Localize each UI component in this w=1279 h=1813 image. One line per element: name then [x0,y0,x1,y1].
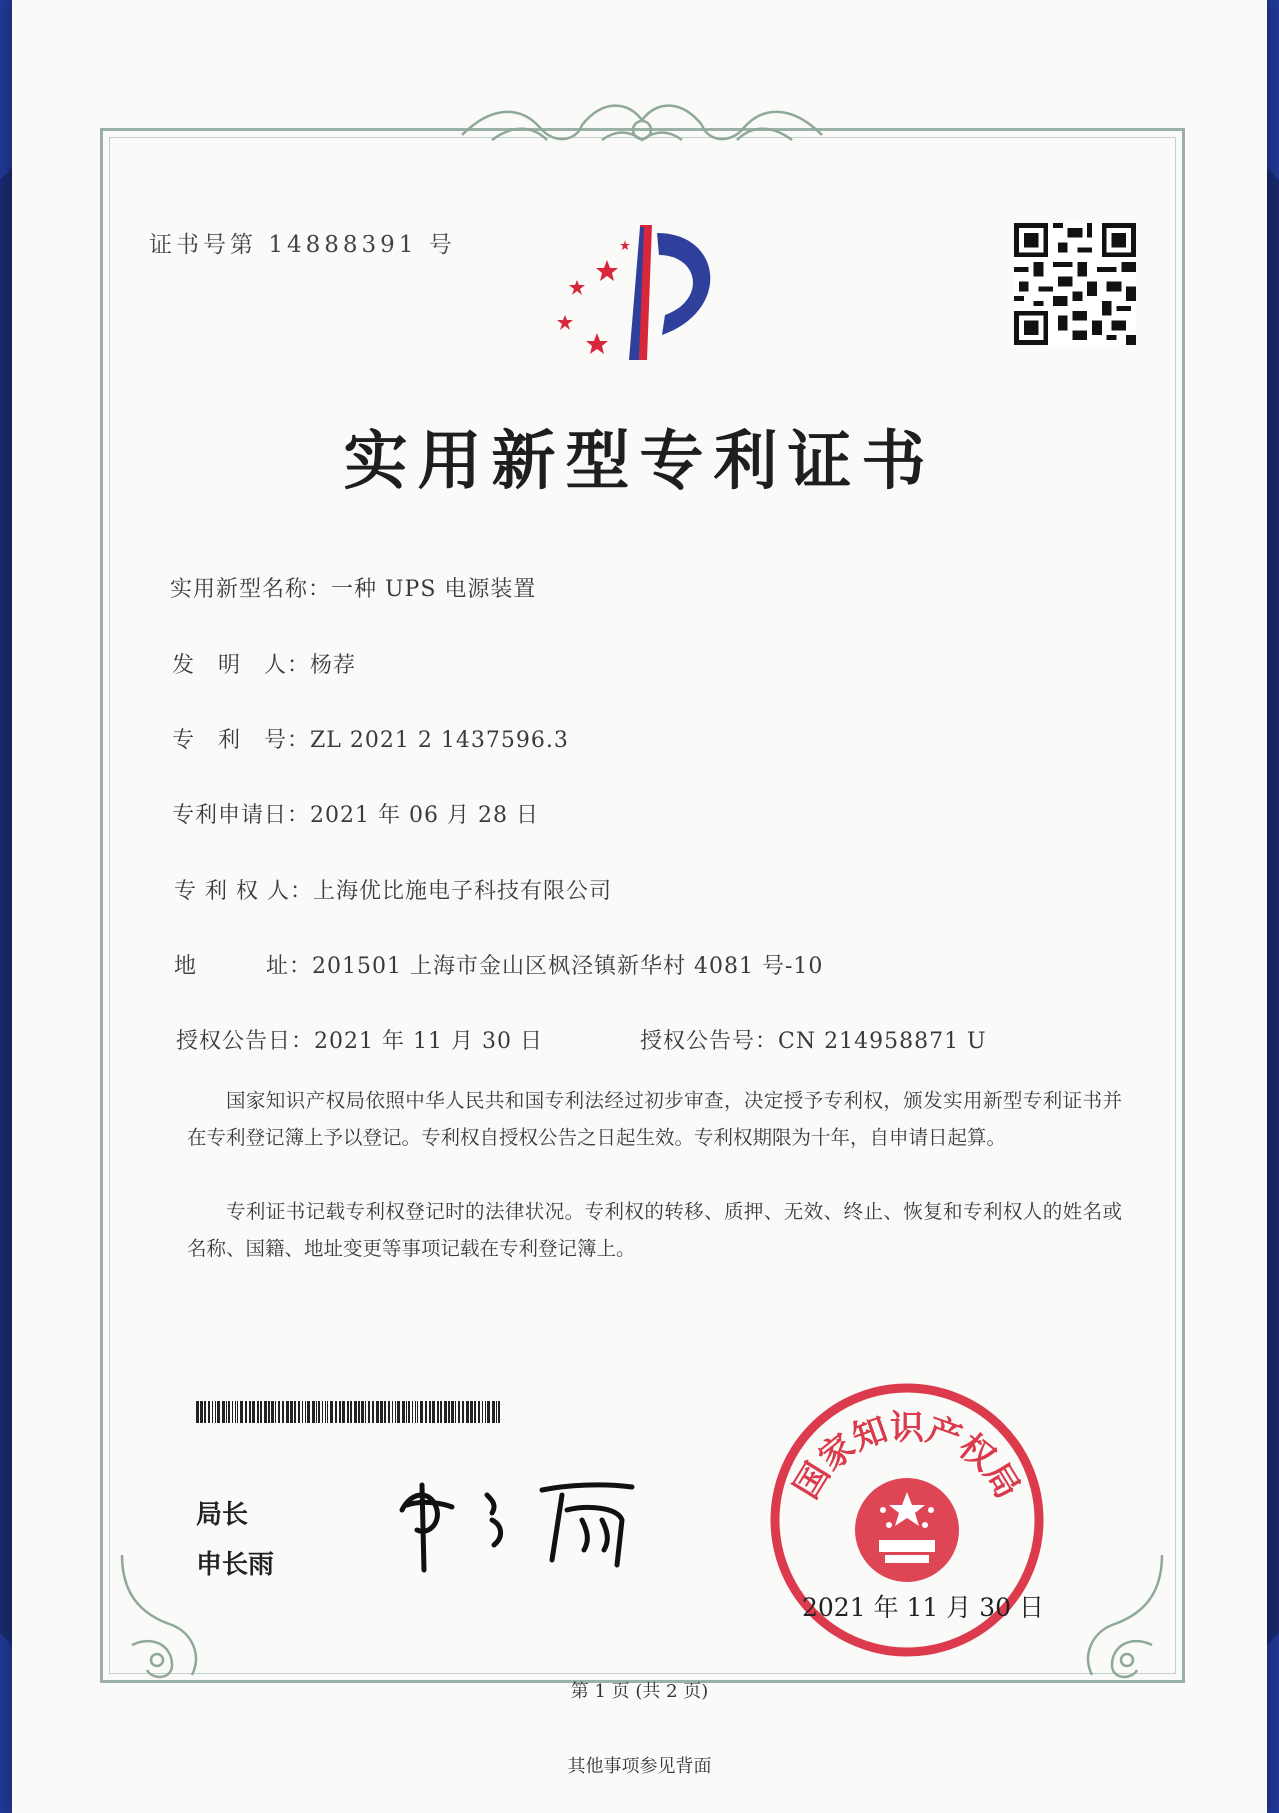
field-label: 专 利 权 人： [174,879,313,904]
certificate-number [149,226,456,259]
certificate-paper [12,0,1267,1813]
director-signature [392,1465,672,1575]
seal-text: 国家知识产权局 [786,1407,1028,1506]
certificate-number-suffix: 号 [428,232,456,258]
field-application-date [172,798,539,829]
field-label: 专利申请日： [172,803,311,828]
barcode-icon [196,1401,506,1423]
field-label: 授权公告号： [640,1029,779,1054]
field-value: 上海优比施电子科技有限公司 [312,879,612,904]
page-info: 第 1 页 (共 2 页) [570,1681,709,1702]
seal-date: 2021 年 11 月 30 日 [802,1593,1044,1622]
field-label: 授权公告日： [176,1029,315,1054]
field-inventor [172,648,356,679]
field-label: 地 址： [174,954,313,979]
corner-ornament-left-icon [112,1545,222,1685]
top-ornament-icon [452,95,832,155]
field-patentee [174,874,612,905]
certificate-title: 实用新型专利证书 [343,424,936,499]
paragraph-legal-status: 专利证书记载专利权登记时的法律状况。专利权的转移、质押、无效、终止、恢复和专利权人的姓名或名称、国籍、地址变更等事项记载在专利登记簿上。 [187,1200,1122,1260]
field-value: 一种 UPS 电源装置 [331,577,537,602]
certificate-number-value: 14888391 [268,232,418,258]
field-value: 2021 年 06 月 28 日 [310,803,539,828]
field-value: 2021 年 11 月 30 日 [314,1029,543,1054]
paragraph-grant-statement: 国家知识产权局依照中华人民共和国专利法经过初步审查，决定授予专利权，颁发实用新型专利证书并在专利登记簿上予以登记。专利权自授权公告之日起生效。专利权期限为十年，自申请日起算。 [187,1089,1122,1149]
certificate-number-label: 证书号第 [149,232,257,258]
corner-ornament-right-icon [1062,1545,1172,1685]
field-utility-name [170,572,536,603]
field-label: 发 明 人： [172,653,311,678]
field-label: 实用新型名称： [170,577,332,602]
field-grant-number [640,1024,987,1055]
field-address [174,949,823,980]
field-value: 杨荐 [310,653,357,678]
cnipa-logo-icon [547,215,737,365]
field-grant-date [176,1024,543,1055]
field-label: 专 利 号： [172,728,311,753]
field-value: CN 214958871 U [778,1029,987,1054]
field-patent-number [172,723,569,754]
field-value: 201501 上海市金山区枫泾镇新华村 4081 号-10 [312,954,824,979]
qr-code-icon[interactable] [1014,223,1136,345]
field-value: ZL 2021 2 1437596.3 [310,728,569,753]
director-name: 申长雨 [196,1550,275,1580]
back-note: 其他事项参见背面 [567,1756,712,1777]
director-title: 局长 [196,1500,249,1530]
